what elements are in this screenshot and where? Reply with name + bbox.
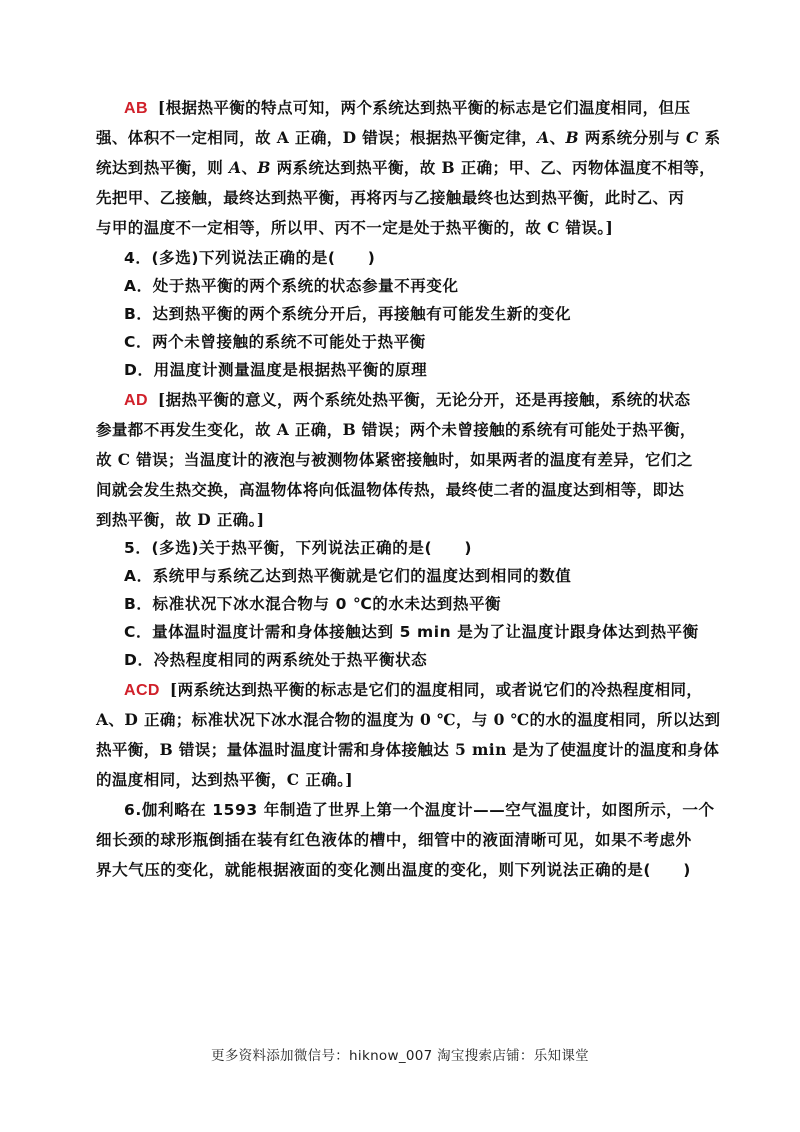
question-4-option-b: B．达到热平衡的两个系统分开后，再接触有可能发生新的变化 xyxy=(124,305,572,323)
explanation-ad-line-1: AD [据热平衡的意义，两个系统处热平衡，无论分开，还是再接触，系统的状态 xyxy=(124,390,691,409)
question-6-line-3: 界大气压的变化，就能根据液面的变化测出温度的变化，则下列说法正确的是( ) xyxy=(96,861,691,879)
explanation-ab-line-2: 强、体积不一定相同，故 A 正确，D 错误；根据热平衡定律，A、B 两系统分别与 C 系 xyxy=(96,128,721,147)
explanation-ad-line-2: 参量都不再发生变化，故 A 正确，B 错误；两个未曾接触的系统有可能处于热平衡， xyxy=(96,420,696,439)
question-4-stem: 4．(多选)下列说法正确的是( ) xyxy=(124,249,376,267)
question-5-option-d: D．冷热程度相同的两系统处于热平衡状态 xyxy=(124,651,428,669)
explanation-ab-line-4: 先把甲、乙接触，最终达到热平衡，再将丙与乙接触最终也达到热平衡，此时乙、丙 xyxy=(96,188,685,207)
question-5-option-b: B．标准状况下冰水混合物与 0 ℃的水未达到热平衡 xyxy=(124,595,502,613)
footer-promo-text: 更多资料添加微信号：hiknow_007 淘宝搜索店铺：乐知课堂 xyxy=(211,1048,589,1064)
question-4-option-a: A．处于热平衡的两个系统的状态参量不再变化 xyxy=(124,277,459,295)
explanation-acd-line-1: ACD [两系统达到热平衡的标志是它们的温度相同，或者说它们的冷热程度相同， xyxy=(124,680,703,699)
explanation-ad-line-5: 到热平衡，故 D 正确。] xyxy=(96,510,265,529)
answer-ab: AB xyxy=(124,100,148,117)
answer-ad: AD xyxy=(124,392,148,409)
explanation-ad-line-3: 故 C 错误；当温度计的液泡与被测物体紧密接触时，如果两者的温度有差异，它们之 xyxy=(96,450,693,469)
explanation-acd-line-4: 的温度相同，达到热平衡，C 正确。] xyxy=(96,770,354,789)
question-6-line-1: 6.伽利略在 1593 年制造了世界上第一个温度计——空气温度计，如图所示，一个 xyxy=(124,801,715,819)
question-4-option-c: C．两个未曾接触的系统不可能处于热平衡 xyxy=(124,333,426,351)
explanation-acd-line-2: A、D 正确；标准状况下冰水混合物的温度为 0 ℃，与 0 ℃的水的温度相同，所以达到 xyxy=(96,710,721,729)
explanation-ab-line-1: AB [根据热平衡的特点可知，两个系统达到热平衡的标志是它们温度相同，但压 xyxy=(124,98,691,117)
question-5-option-a: A．系统甲与系统乙达到热平衡就是它们的温度达到相同的数值 xyxy=(124,567,572,585)
question-5-stem: 5．(多选)关于热平衡，下列说法正确的是( ) xyxy=(124,539,473,557)
explanation-acd-line-3: 热平衡，B 错误；量体温时温度计需和身体接触达 5 min 是为了使温度计的温度和身体 xyxy=(96,740,720,759)
explanation-ab-line-5: 与甲的温度不一定相等，所以甲、丙不一定是处于热平衡的，故 C 错误。] xyxy=(96,218,614,237)
explanation-ab-line-3: 统达到热平衡，则 A、B 两系统达到热平衡，故 B 正确；甲、乙、丙物体温度不相等， xyxy=(96,158,716,177)
question-4-option-d: D．用温度计测量温度是根据热平衡的原理 xyxy=(124,361,428,379)
answer-acd: ACD xyxy=(124,682,160,699)
question-5-option-c: C．量体温时温度计需和身体接触达到 5 min 是为了让温度计跟身体达到热平衡 xyxy=(124,623,699,641)
explanation-ad-line-4: 间就会发生热交换，高温物体将向低温物体传热，最终使二者的温度达到相等，即达 xyxy=(96,480,685,499)
question-6-line-2: 细长颈的球形瓶倒插在装有红色液体的槽中，细管中的液面清晰可见，如果不考虑外 xyxy=(96,831,692,849)
